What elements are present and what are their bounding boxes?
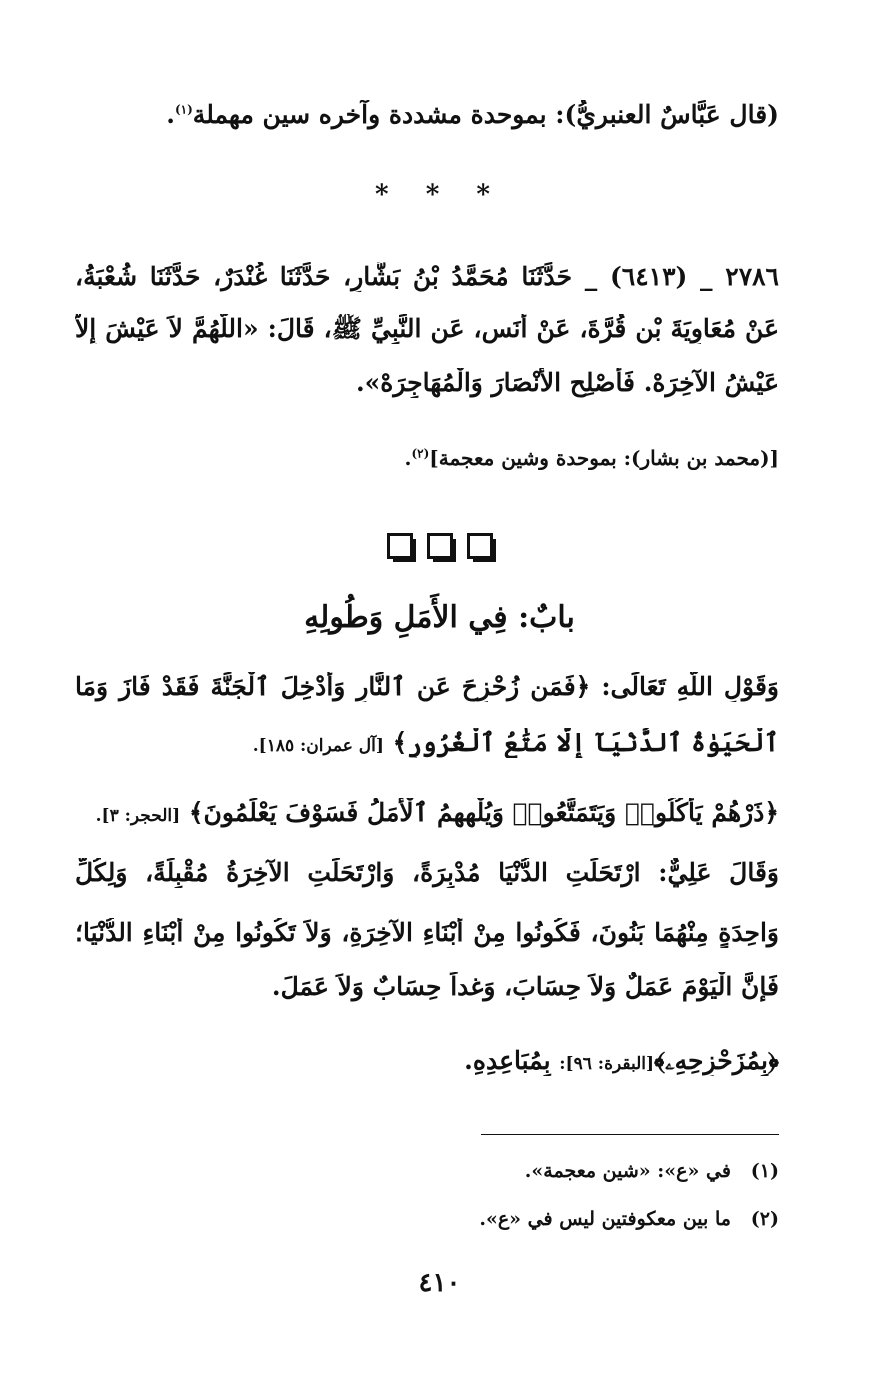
- verse-reference: [الحجر: ٣].: [95, 806, 181, 826]
- bracket-note-text: [(محمد بن بشار): بموحدة وشين معجمة]: [429, 446, 779, 470]
- footnote-2: [479, 1208, 779, 1230]
- ali-quote-line-1: وَقَالَ عَلِيٌّ: ارْتَحَلَتِ الدُّنْيَا مُدْبِرَةً، وَارْتَحَلَتِ الآخِرَةُ مُقْبِلَةً، وَلِكُلِّ: [75, 858, 779, 887]
- gloss-line: [75, 1046, 779, 1076]
- chapter-heading: بابٌ: فِي الأَمَلِ وَطُولِهِ: [304, 600, 575, 635]
- footnote-ref-1[interactable]: (١): [174, 102, 193, 117]
- footnote-number: (٢): [750, 1208, 779, 1230]
- quran-line-2: [75, 728, 779, 758]
- period: .: [166, 100, 175, 129]
- square-ornament: [427, 533, 453, 559]
- verse-reference: [البقرة: ٩٦]:: [559, 1054, 655, 1074]
- footnote-text: في «ع»: «شين معجمة».: [524, 1160, 731, 1182]
- footnote-number: (١): [750, 1160, 779, 1182]
- quran-verse: ﴿ذَرْهُمْ يَأْكُلُوا۟ وَيَتَمَتَّعُوا۟ وَيُلْهِهِمُ ٱلْأَمَلُ فَسَوْفَ يَعْلَمُونَ﴾: [188, 798, 779, 827]
- quran-line-3: [75, 798, 779, 828]
- hadith-line-2: عَنْ مُعَاوِيَةَ بْنِ قُرَّةَ، عَنْ أَنَسٍ، عَنِ النَّبِيِّ ﷺ، قَالَ: «اللَّهُمَّ لاَ عَيْشَ إِلاَّ: [75, 314, 779, 343]
- hadith-line-1: ٢٧٨٦ _ (٦٤١٣) _ حَدَّثَنَا مُحَمَّدُ بْنُ بَشَّارٍ، حَدَّثَنَا غُنْدَرٌ، حَدَّثَنَا شُعْبَةُ،: [75, 262, 779, 291]
- page-number: ٤١٠: [418, 1268, 461, 1298]
- bracket-note-line: [75, 446, 779, 470]
- square-ornament: [467, 533, 493, 559]
- separator-stars: * * *: [375, 180, 504, 210]
- footnote-ref-2[interactable]: (٢): [411, 446, 430, 461]
- quran-line-1: وَقَوْلِ اللَّهِ تَعَالَى: ﴿فَمَن زُحْزِحَ عَنِ ٱلنَّارِ وَأُدْخِلَ ٱلْجَنَّةَ فَقَدْ فَازَ وَمَا: [75, 672, 779, 701]
- quran-verse: ٱلْحَيَوٰةُ ٱلدُّنْيَآ إِلَّا مَتَٰعُ ٱلْغُرُورِ﴾: [392, 728, 779, 757]
- gloss-meaning: بِمُبَاعِدِهِ.: [464, 1046, 551, 1075]
- verse-reference: [آل عمران: ١٨٥].: [252, 736, 384, 756]
- ali-quote-line-2: وَاحِدَةٍ مِنْهُمَا بَنُونَ، فَكُونُوا مِنْ أَبْنَاءِ الآخِرَةِ، وَلاَ تَكُونُوا مِنْ أَبْنَاءِ الدُّنْيَا؛: [75, 918, 779, 947]
- hadith-line-3: عَيْشُ الآخِرَهْ. فَأَصْلِحِ الأَنْصَارَ وَالْمُهَاجِرَهْ».: [355, 368, 779, 397]
- gloss-term: ﴿بِمُزَحْزِحِهِۦ﴾: [654, 1046, 779, 1075]
- footnote-divider: [481, 1134, 779, 1135]
- footnote-text: ما بين معكوفتين ليس في «ع».: [479, 1208, 731, 1230]
- separator-squares: [0, 533, 879, 559]
- footnote-1: [525, 1160, 779, 1182]
- commentary-line-abbas: [75, 100, 779, 130]
- square-ornament: [387, 533, 413, 559]
- period: .: [404, 446, 412, 470]
- ali-quote-line-3: فَإِنَّ الْيَوْمَ عَمَلٌ وَلاَ حِسَابَ، وَغداً حِسَابٌ وَلاَ عَمَلَ.: [271, 972, 779, 1001]
- commentary-text: (قال عَبَّاسٌ العنبريُّ): بموحدة مشددة وآخره سين مهملة: [192, 100, 779, 129]
